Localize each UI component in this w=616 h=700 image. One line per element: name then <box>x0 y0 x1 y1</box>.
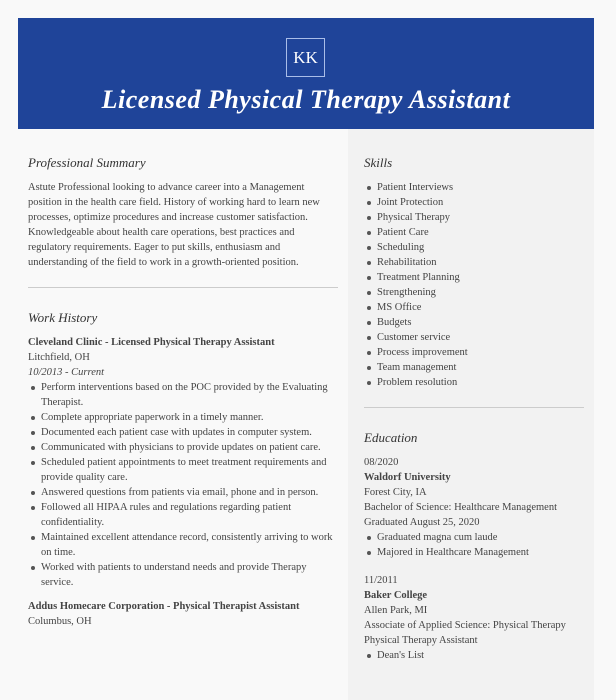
education-heading: Education <box>364 430 418 445</box>
job-entry <box>28 599 338 629</box>
job-bullet: Perform interventions based on the POC provided by the Evaluating Therapist. <box>28 380 338 410</box>
education-degree: Associate of Applied Science: Physical Therapy <box>364 620 566 631</box>
work-heading: Work History <box>28 310 98 325</box>
education-degree: Bachelor of Science: Healthcare Management <box>364 502 557 513</box>
skill-item: Customer service <box>364 330 584 345</box>
education-location: Forest City, IA <box>364 487 427 498</box>
skill-item: Joint Protection <box>364 195 584 210</box>
divider <box>28 287 338 288</box>
education-school: Baker College <box>364 590 428 601</box>
monogram: KK <box>286 38 325 77</box>
skill-item: Problem resolution <box>364 375 584 390</box>
skill-item: Strengthening <box>364 285 584 300</box>
skill-item: MS Office <box>364 300 584 315</box>
education-location: Allen Park, MI <box>364 605 428 616</box>
education-entry <box>364 573 584 663</box>
resume-header <box>18 18 594 129</box>
education-graduated: Physical Therapy Assistant <box>364 635 478 646</box>
skill-item: Scheduling <box>364 240 584 255</box>
job-bullet: Communicated with physicians to provide updates on patient care. <box>28 440 338 455</box>
job-bullet: Maintained excellent attendance record, consistently arriving to work on time. <box>28 530 338 560</box>
education-bullet: Majored in Healthcare Management <box>364 545 584 560</box>
job-bullet: Answered questions from patients via email, phone and in person. <box>28 485 338 500</box>
job-bullet: Documented each patient case with updates in computer system. <box>28 425 338 440</box>
skill-item: Patient Interviews <box>364 180 584 195</box>
skills-heading: Skills <box>364 155 393 170</box>
job-title: Cleveland Clinic - Licensed Physical Therapy Assistant <box>28 337 275 348</box>
skill-item: Process improvement <box>364 345 584 360</box>
skills-list <box>364 180 584 390</box>
job-location: Columbus, OH <box>28 616 92 627</box>
skill-item: Physical Therapy <box>364 210 584 225</box>
education-entry <box>364 455 584 560</box>
education-date: 11/2011 <box>364 575 398 586</box>
skill-item: Team management <box>364 360 584 375</box>
job-bullet: Followed all HIPAA rules and regulations regarding patient confidentiality. <box>28 500 338 530</box>
education-graduated: Graduated August 25, 2020 <box>364 517 480 528</box>
skill-item: Treatment Planning <box>364 270 584 285</box>
education-bullet: Graduated magna cum laude <box>364 530 584 545</box>
skill-item: Patient Care <box>364 225 584 240</box>
job-bullet: Complete appropriate paperwork in a timely manner. <box>28 410 338 425</box>
job-bullet: Worked with patients to understand needs and provide Therapy service. <box>28 560 338 590</box>
skill-item: Rehabilitation <box>364 255 584 270</box>
right-column <box>348 129 594 700</box>
job-entry <box>28 335 338 590</box>
job-bullets <box>28 380 338 590</box>
summary-text: Astute Professional looking to advance career into a Management position in the health care field. History of working hard to learn new processes, optimize procedures and increase customer satisfaction. Knowledgeable about health care operations, best practices and regulatory requirements. Eager to put skills, enthusiasm and understanding of the field to work in a growth-oriented position. <box>28 182 320 268</box>
divider <box>364 407 584 408</box>
summary-heading: Professional Summary <box>28 155 146 170</box>
job-title: Addus Homecare Corporation - Physical Therapist Assistant <box>28 601 300 612</box>
skill-item: Budgets <box>364 315 584 330</box>
job-bullet: Scheduled patient appointments to meet treatment requirements and provide quality care. <box>28 455 338 485</box>
job-location: Litchfield, OH <box>28 352 90 363</box>
left-column <box>18 129 348 700</box>
job-dates: 10/2013 - Current <box>28 367 105 378</box>
resume-title: Licensed Physical Therapy Assistant <box>101 85 511 114</box>
education-school: Waldorf University <box>364 472 451 483</box>
education-date: 08/2020 <box>364 457 399 468</box>
education-bullet: Dean's List <box>364 648 584 663</box>
